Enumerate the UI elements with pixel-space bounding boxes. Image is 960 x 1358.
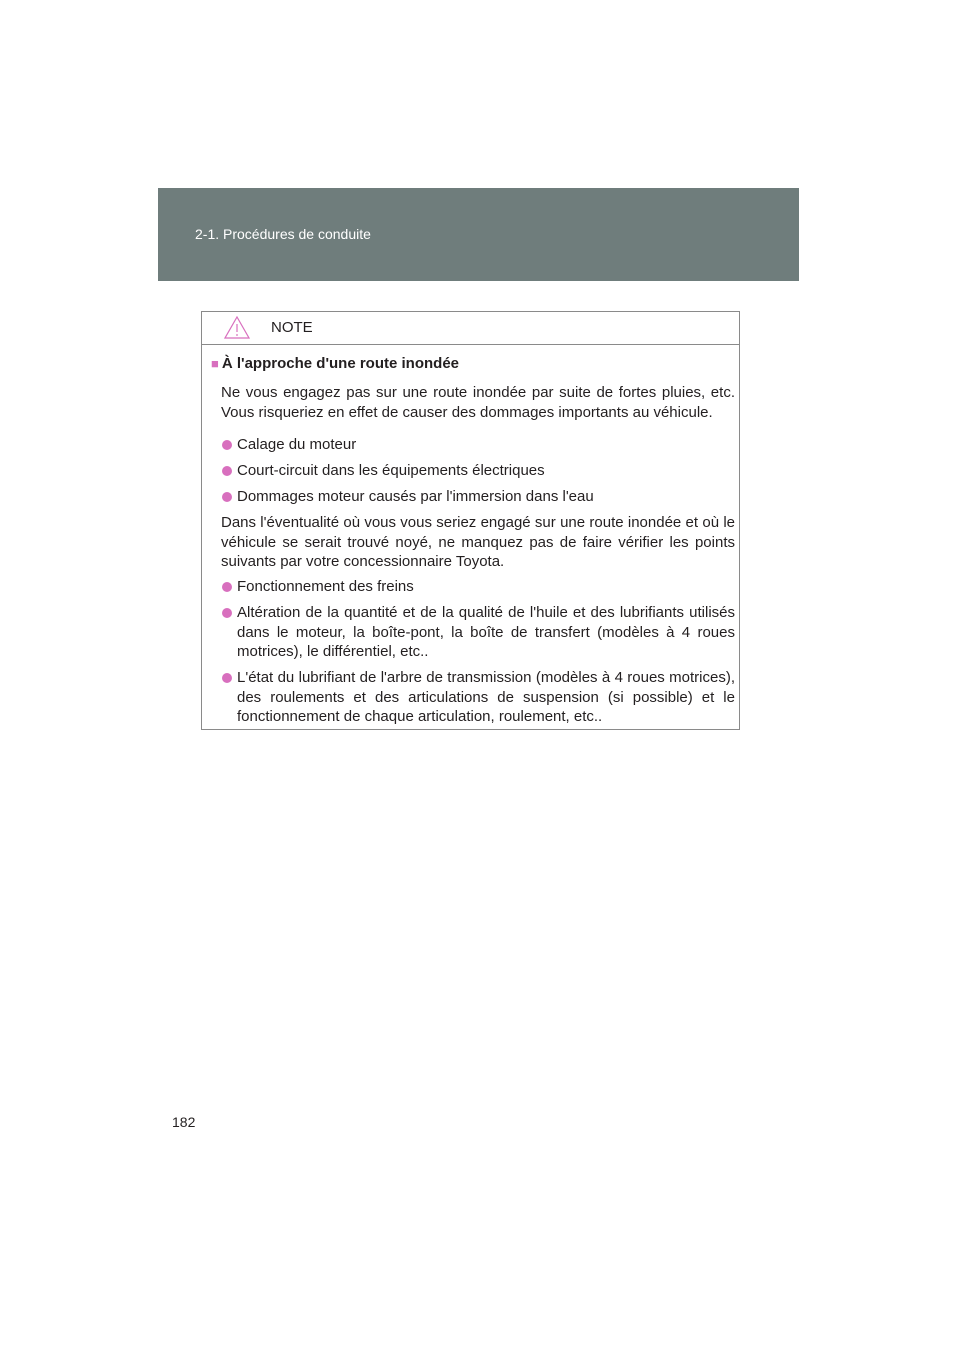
page-number: 182 — [172, 1114, 196, 1130]
list-item — [221, 577, 735, 597]
bullet-dot-icon — [222, 608, 232, 618]
list-item-text: L'état du lubrifiant de l'arbre de transmission (modèles à 4 roues motrices), des roulements et des articulations de suspension (si possible) et le fonctionnement de chaque articulation, roulement, etc.. — [237, 669, 735, 725]
list-item-text: Altération de la quantité et de la qualité de l'huile et des lubrifiants utilisés dans le moteur, la boîte-pont, la boîte de transfert (modèles à 4 roues motrices), le différentiel, etc.. — [237, 604, 735, 660]
list-item — [221, 487, 735, 507]
square-bullet-icon: ■ — [211, 356, 219, 371]
note-header — [202, 312, 739, 345]
section-title: 2-1. Procédures de conduite — [195, 226, 371, 242]
note-title: NOTE — [271, 319, 313, 336]
bullet-dot-icon — [222, 673, 232, 683]
bullet-dot-icon — [222, 440, 232, 450]
list-item-text: Calage du moteur — [237, 436, 357, 453]
bullet-dot-icon — [222, 492, 232, 502]
list-item — [221, 668, 735, 727]
intro-paragraph: Ne vous engagez pas sur une route inondée par suite de fortes pluies, etc. Vous risqueriez en effet de causer des dommages importants au véhicule. — [221, 384, 735, 421]
section-heading — [211, 354, 459, 374]
section-heading-text: À l'approche d'une route inondée — [221, 355, 460, 372]
list-item-text: Dommages moteur causés par l'immersion dans l'eau — [237, 488, 594, 505]
list-item-text: Court-circuit dans les équipements électriques — [237, 462, 545, 479]
note-box — [201, 311, 740, 730]
bullet-dot-icon — [222, 466, 232, 476]
bullet-dot-icon — [222, 582, 232, 592]
list-item — [221, 603, 735, 662]
list-item-text: Fonctionnement des freins — [237, 578, 414, 595]
middle-paragraph: Dans l'éventualité où vous vous seriez engagé sur une route inondée et où le véhicule se serait trouvé noyé, ne manquez pas de faire vérifier les points suivants par votre concessionnaire Toyota. — [221, 514, 735, 570]
section-header-bar — [158, 188, 799, 281]
list-item — [221, 435, 735, 455]
list-item — [221, 461, 735, 481]
warning-triangle-icon — [224, 316, 250, 339]
